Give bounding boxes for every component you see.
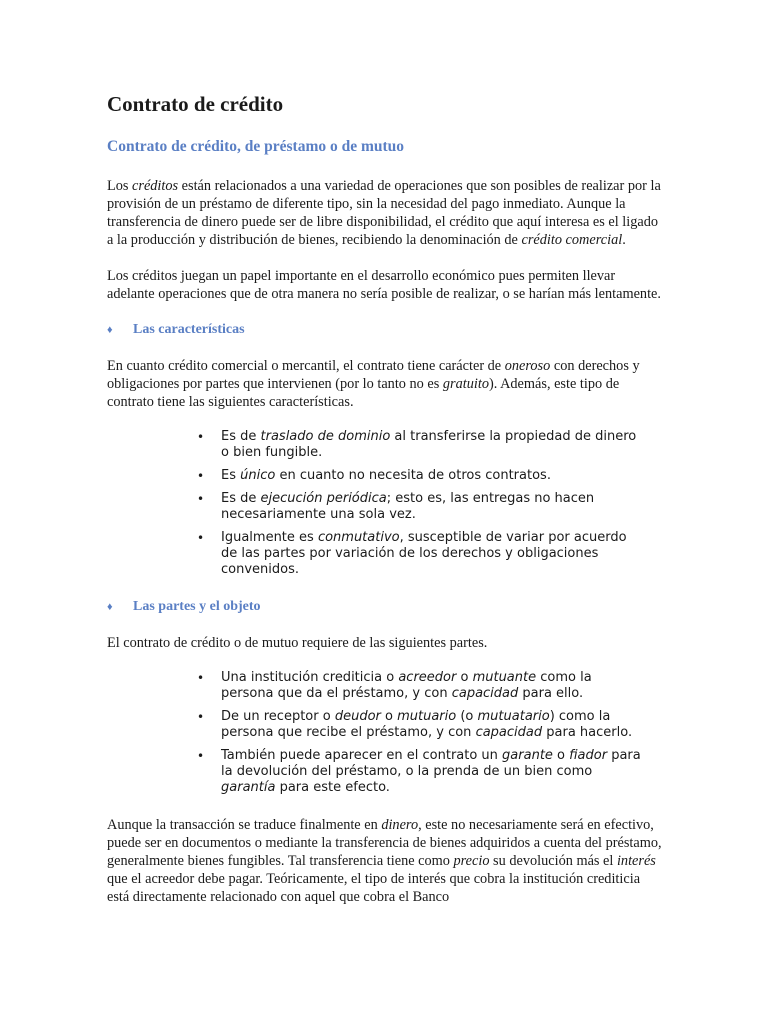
bullet-icon: • bbox=[197, 749, 205, 763]
parts-list bbox=[107, 670, 668, 796]
text: que el acreedor debe pagar. Teóricamente, el tipo de interés que cobra la institución crediticia está directamente relacionado con aquel que cobra el Banco bbox=[107, 871, 641, 905]
text: , este no necesariamente será en efectivo, puede ser en documentos o mediante la transferencia de bienes adquiridos a cuenta del préstamo, generalmente bienes fungibles. Tal transferencia tiene como bbox=[107, 817, 662, 869]
document-subtitle: Contrato de crédito, de préstamo o de mutuo bbox=[107, 138, 405, 155]
text: Es de bbox=[221, 429, 261, 444]
section-title: Las características bbox=[133, 322, 245, 337]
paragraph-characteristics bbox=[107, 357, 665, 411]
list-item-text bbox=[221, 748, 646, 796]
paragraph-transaction bbox=[107, 816, 665, 906]
text: para este efecto. bbox=[275, 780, 390, 795]
diamond-bullet-icon: ♦ bbox=[107, 324, 113, 336]
emphasis: deudor bbox=[334, 709, 381, 724]
emphasis: gratuito bbox=[442, 376, 489, 392]
text: También puede aparecer en el contrato un bbox=[221, 748, 503, 763]
text: su devolución más el bbox=[489, 853, 617, 869]
emphasis: garantía bbox=[221, 780, 276, 795]
section-heading-partes bbox=[107, 598, 668, 616]
emphasis: conmutativo bbox=[317, 530, 400, 545]
emphasis: único bbox=[240, 468, 276, 483]
list-item bbox=[197, 468, 668, 484]
emphasis: dinero bbox=[381, 817, 419, 833]
text: (o bbox=[456, 709, 478, 724]
text: Aunque la transacción se traduce finalmente en bbox=[107, 817, 382, 833]
text: ). Además, este tipo de contrato tiene las siguientes características. bbox=[107, 376, 620, 410]
text: están relacionados a una variedad de operaciones que son posibles de realizar por la provisión de un préstamo de diferente tipo, sin la necesidad del pago inmediato. Aunque la transferencia de dinero puede ser de libre disponibilidad, el crédito que aquí interesa es el ligado a la producción y distribución de bienes, recibiendo la denominación de bbox=[107, 178, 661, 248]
text: ; esto es, las entregas no hacen necesariamente una sola vez. bbox=[221, 491, 595, 522]
emphasis: capacidad bbox=[475, 725, 543, 740]
emphasis: oneroso bbox=[504, 358, 551, 374]
list-item-text bbox=[221, 709, 646, 741]
list-item bbox=[197, 709, 668, 741]
paragraph-parts: El contrato de crédito o de mutuo requiere de las siguientes partes. bbox=[107, 635, 488, 651]
list-item-text bbox=[221, 468, 646, 484]
text: Una institución crediticia o bbox=[221, 670, 399, 685]
text: o bbox=[456, 670, 473, 685]
text: en cuanto no necesita de otros contratos. bbox=[275, 468, 551, 483]
bullet-icon: • bbox=[197, 531, 205, 545]
list-item bbox=[197, 429, 668, 461]
emphasis: traslado de dominio bbox=[260, 429, 391, 444]
emphasis: crédito comercial bbox=[521, 232, 623, 248]
diamond-bullet-icon: ♦ bbox=[107, 601, 113, 613]
document-title: Contrato de crédito bbox=[107, 92, 284, 116]
bullet-icon: • bbox=[197, 469, 205, 483]
text: . bbox=[622, 232, 626, 248]
text: Es bbox=[221, 468, 241, 483]
text: para ello. bbox=[518, 686, 584, 701]
text: En cuanto crédito comercial o mercantil, el contrato tiene carácter de bbox=[107, 358, 505, 374]
emphasis: garante bbox=[502, 748, 553, 763]
emphasis: fiador bbox=[569, 748, 608, 763]
text: Es de bbox=[221, 491, 261, 506]
text: o bbox=[380, 709, 398, 724]
emphasis: capacidad bbox=[451, 686, 519, 701]
list-item-text bbox=[221, 491, 646, 523]
text: para la devolución del préstamo, o la prenda de un bien como bbox=[221, 748, 641, 779]
emphasis: precio bbox=[453, 853, 490, 869]
section-heading-caracteristicas bbox=[107, 321, 668, 339]
section-title: Las partes y el objeto bbox=[133, 599, 261, 614]
emphasis: mutuatario bbox=[477, 709, 550, 724]
text: como la persona que da el préstamo, y con bbox=[221, 670, 592, 701]
emphasis: mutuante bbox=[472, 670, 537, 685]
characteristics-list bbox=[107, 429, 668, 578]
list-item bbox=[197, 491, 668, 523]
text: Los bbox=[107, 178, 133, 194]
list-item-text bbox=[221, 530, 646, 578]
bullet-icon: • bbox=[197, 710, 205, 724]
emphasis: interés bbox=[616, 853, 656, 869]
emphasis: ejecución periódica bbox=[260, 491, 387, 506]
bullet-icon: • bbox=[197, 671, 205, 685]
emphasis: acreedor bbox=[398, 670, 457, 685]
emphasis: créditos bbox=[132, 178, 179, 194]
text: con derechos y obligaciones por partes que intervienen (por lo tanto no es bbox=[107, 358, 640, 392]
list-item bbox=[197, 748, 668, 796]
paragraph-intro bbox=[107, 177, 665, 249]
text: o bbox=[552, 748, 570, 763]
list-item-text bbox=[221, 670, 646, 702]
text: para hacerlo. bbox=[542, 725, 633, 740]
text: De un receptor o bbox=[221, 709, 335, 724]
bullet-icon: • bbox=[197, 492, 205, 506]
list-item bbox=[197, 530, 668, 578]
text: , susceptible de variar por acuerdo de las partes por variación de los derechos y obligaciones convenidos. bbox=[221, 530, 627, 577]
emphasis: mutuario bbox=[397, 709, 457, 724]
bullet-icon: • bbox=[197, 430, 205, 444]
list-item bbox=[197, 670, 668, 702]
paragraph-importance: Los créditos juegan un papel importante en el desarrollo económico pues permiten llevar adelante operaciones que de otra manera no sería posible de realizar, o se harían más lentamente. bbox=[107, 268, 661, 302]
list-item-text bbox=[221, 429, 646, 461]
text: ) como la persona que recibe el préstamo, y con bbox=[221, 709, 611, 740]
text: al transferirse la propiedad de dinero o bien fungible. bbox=[221, 429, 637, 460]
text: Igualmente es bbox=[221, 530, 318, 545]
